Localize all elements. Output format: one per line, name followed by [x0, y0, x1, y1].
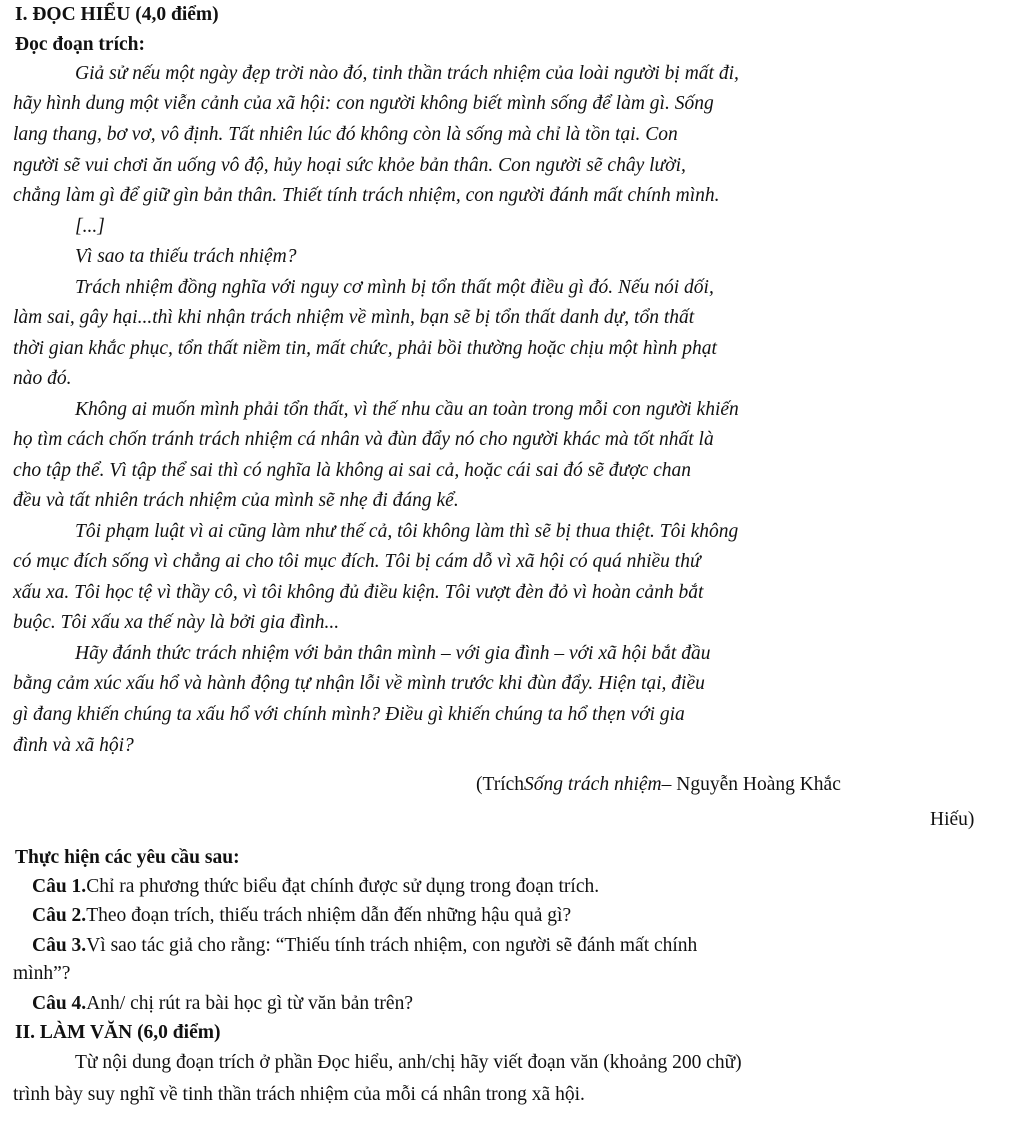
tasks-heading: Thực hiện các yêu cầu sau: — [15, 847, 240, 868]
passage-line: đều và tất nhiên trách nhiệm của mình sẽ nhẹ đi đáng kể. — [13, 490, 459, 511]
citation-title: Sống trách nhiệm — [524, 774, 662, 795]
passage-line: cho tập thể. Vì tập thể sai thì có nghĩa là không ai sai cả, hoặc cái sai đó sẽ được chan — [13, 460, 691, 481]
passage-line: bằng cảm xúc xấu hổ và hành động tự nhận lỗi về mình trước khi đùn đẩy. Hiện tại, điều — [13, 673, 705, 694]
essay-prompt-line: Từ nội dung đoạn trích ở phần Đọc hiểu, anh/chị hãy viết đoạn văn (khoảng 200 chữ) — [75, 1052, 742, 1073]
passage-line: chẳng làm gì để giữ gìn bản thân. Thiết tính trách nhiệm, con người đánh mất chính mình. — [13, 185, 720, 206]
ellipsis-line: [...] — [75, 216, 105, 237]
passage-line: nào đó. — [13, 368, 72, 389]
passage-line: Giả sử nếu một ngày đẹp trời nào đó, tinh thần trách nhiệm của loài người bị mất đi, — [75, 63, 739, 84]
section-2-heading: II. LÀM VĂN (6,0 điểm) — [15, 1022, 221, 1043]
question-1 — [0, 873, 1024, 901]
citation — [0, 771, 1024, 799]
passage-line: Tôi phạm luật vì ai cũng làm như thế cả, tôi không làm thì sẽ bị thua thiệt. Tôi không — [75, 521, 739, 542]
passage-line: có mục đích sống vì chẳng ai cho tôi mục đích. Tôi bị cám dỗ vì xã hội có quá nhiều thứ — [13, 551, 701, 572]
passage-line: đình và xã hội? — [13, 735, 134, 756]
passage-subheading: Vì sao ta thiếu trách nhiệm? — [75, 246, 297, 267]
question-label: Câu 1. — [32, 876, 87, 897]
passage-line: gì đang khiến chúng ta xấu hổ với chính mình? Điều gì khiến chúng ta hổ thẹn với gia — [13, 704, 685, 725]
passage-line: Hãy đánh thức trách nhiệm với bản thân mình – với gia đình – với xã hội bắt đầu — [75, 643, 711, 664]
citation-continued: Hiếu) — [930, 809, 975, 830]
question-2 — [0, 902, 1024, 930]
passage-line: xấu xa. Tôi học tệ vì thầy cô, vì tôi không đủ điều kiện. Tôi vượt đèn đỏ vì hoàn cảnh bắt — [13, 582, 704, 603]
question-text: Anh/ chị rút ra bài học gì từ văn bản trên? — [86, 993, 413, 1014]
section-1-heading: I. ĐỌC HIỂU (4,0 điểm) — [15, 4, 219, 25]
passage-line: buộc. Tôi xấu xa thế này là bởi gia đình... — [13, 612, 340, 633]
citation-author: – Nguyễn Hoàng Khắc — [661, 774, 841, 795]
question-label: Câu 2. — [32, 905, 87, 926]
passage-line: hãy hình dung một viễn cảnh của xã hội: con người không biết mình sống để làm gì. Sống — [13, 93, 714, 114]
question-text: Vì sao tác giả cho rằng: “Thiếu tính trách nhiệm, con người sẽ đánh mất chính — [86, 935, 698, 956]
citation-prefix: (Trích — [476, 774, 525, 795]
question-3-continued: mình”? — [13, 963, 71, 984]
passage-line: thời gian khắc phục, tổn thất niềm tin, mất chức, phải bồi thường hoặc chịu một hình phạt — [13, 338, 717, 359]
question-text: Theo đoạn trích, thiếu trách nhiệm dẫn đến những hậu quả gì? — [86, 905, 572, 926]
passage-line: Không ai muốn mình phải tổn thất, vì thế nhu cầu an toàn trong mỗi con người khiến — [75, 399, 739, 420]
question-3 — [0, 932, 1024, 960]
passage-line: lang thang, bơ vơ, vô định. Tất nhiên lúc đó không còn là sống mà chỉ là tồn tại. Con — [13, 124, 678, 145]
read-label: Đọc đoạn trích: — [15, 34, 145, 55]
question-label: Câu 4. — [32, 993, 87, 1014]
passage-line: họ tìm cách chốn tránh trách nhiệm cá nhân và đùn đẩy nó cho người khác mà tốt nhất là — [13, 429, 714, 450]
question-4 — [0, 990, 1024, 1018]
essay-prompt-line: trình bày suy nghĩ về tinh thần trách nhiệm của mỗi cá nhân trong xã hội. — [13, 1084, 585, 1105]
passage-line: người sẽ vui chơi ăn uống vô độ, hủy hoại sức khỏe bản thân. Con người sẽ chây lười, — [13, 155, 686, 176]
passage-line: làm sai, gây hại...thì khi nhận trách nhiệm về mình, bạn sẽ bị tổn thất danh dự, tổn thất — [13, 307, 695, 328]
passage-line: Trách nhiệm đồng nghĩa với nguy cơ mình bị tổn thất một điều gì đó. Nếu nói dối, — [75, 277, 714, 298]
question-label: Câu 3. — [32, 935, 87, 956]
question-text: Chỉ ra phương thức biểu đạt chính được sử dụng trong đoạn trích. — [86, 876, 600, 897]
